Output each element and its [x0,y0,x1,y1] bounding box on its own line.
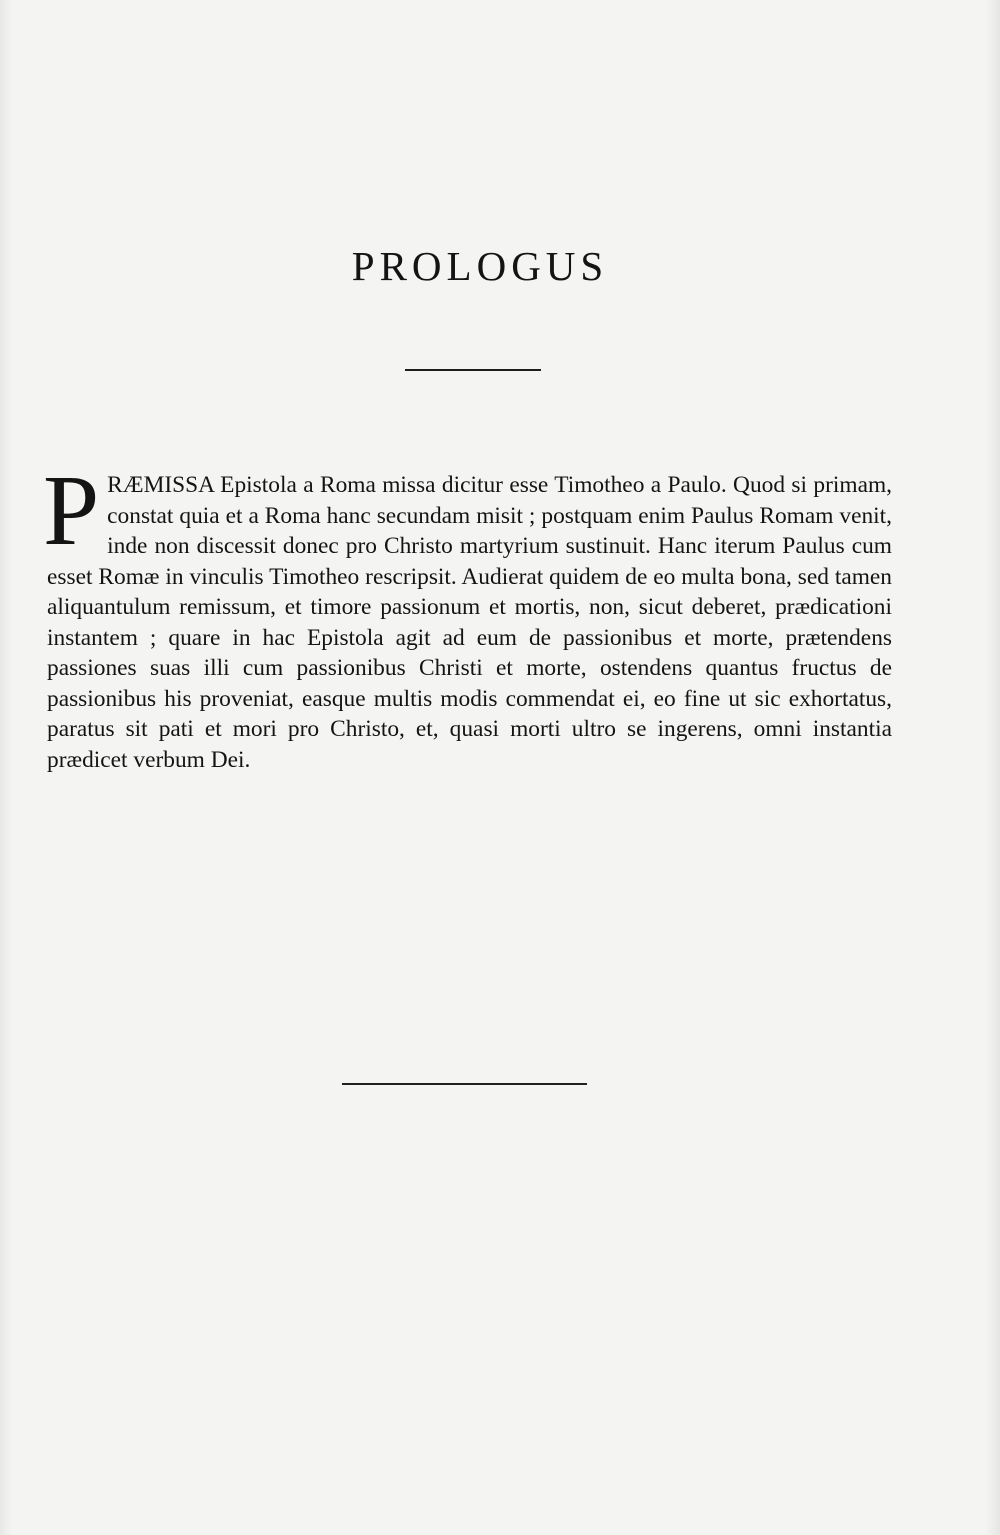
prologue-paragraph [43,454,892,775]
title-divider [405,369,541,371]
drop-cap: P [43,454,100,566]
closing-divider [342,1083,587,1085]
page-title: PROLOGUS [351,243,609,289]
prologue-text: RÆMISSA Epistola a Roma missa dicitur esse Timotheo a Paulo. Quod si primam, constat quia et a Roma hanc secundam misit ; postquam enim Paulus Romam venit, inde non discessit donec pro Christo martyrium sustinuit. Hanc iterum Paulus cum esset Romæ in vinculis Timotheo rescripsit. Audierat quidem de eo multa bona, sed tamen aliquantulum remissum, et timore passionum et mortis, non, sicut deberet, prædicationi instantem ; quare in hac Epistola agit ad eum de passionibus et morte, prætendens passiones suas illi cum passionibus Christi et morte, ostendens quantus fructus de passionibus his proveniat, easque multis modis commendat ei, eo fine ut sic exhortatus, paratus sit pati et mori pro Christo, et, quasi morti ultro se ingerens, omni instantia prædicet verbum Dei. [47,472,892,773]
